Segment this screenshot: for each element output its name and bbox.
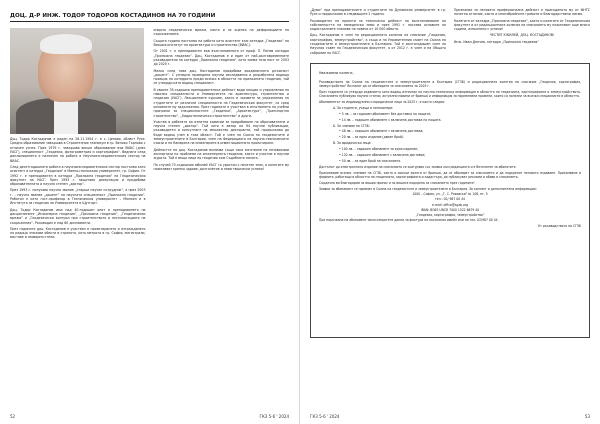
right-page-footer [310,414,590,419]
list-item: • 50 лв. – за един брой на списанието. [339,158,402,163]
paragraph: Приканваме всички членове на СГЗБ, както и всички колеги от бранша, да се абонират за списанието и да подкрепят неговото издаване. Приканваме и фирмите, работещи в областта на геодезията, картографията и кадастъра, да публикуват реклами и обяви в списанието. [319,170,581,179]
paragraph: Доц. Тодор Костадинов е роден на 28.11.1954 г. в с. Ценово, област Русе. Средно образование завършва в Строителния техникум в гр. Велико Търново с отличен успех. През 1979 г. завършва висше образование във ВИАС (днес УАСГ), специалност „Геодезия, фотограметрия и картография“. Веднага след дипломирането е назначен на работа в Научноизследователския сектор на ВИАС. [10,137,146,163]
article-title: ДОЦ. Д-Р ИНЖ. ТОДОР ТОДОРОВ КОСТАДИНОВ НА 70 ГОДИНИ [10,13,216,19]
issue-label: ГКЗ 5-6 ' 2024 [310,414,340,419]
list-item: • 120 лв. – годишен абонамент с включена доставка; [339,152,426,157]
article-columns [10,28,289,242]
congratulation-line: ЧЕСТИТ ЮБИЛЕЙ, ДОЦ. КОСТАДИНОВ! [489,33,555,38]
paragraph: Доц. Костадинов е член на редакционната колегия на списание „Геодезия, картография, земеустройство“, а също и на Управителния съвет на Съюза на геодезистите и земеустроителите в България. Той е дългогодишен член на Научния съвет на Геодезическия факултет, а от 2012 г. е член и на Общото събрание на УАСГ. [310,33,446,55]
paragraph: Сърдечно ви благодарим за вашия принос и за вашата подкрепа за списанието през годините! [319,180,475,185]
list-item: • 100 лв. – годишен абонамент за едно издание; [339,147,418,152]
right-page [300,0,600,424]
continuation-column-2 [454,8,590,57]
paragraph: При поръчване на абонамент моля изпратете данни за фактура на посочения имейл или на тел. 02/987 00 44. [319,217,499,222]
issue-label: ГКЗ 5-6 ' 2024 [259,414,289,419]
paragraph: Същата година постъпва на работа като асистент към катедра „Геодезия“ на Висшия институт по архитектура и строителство (ВИАС). [153,38,289,48]
paragraph: През 1993 г. получава научно звание „старши научен сътрудник“, а през 2003 г. – научно звание „доцент“ по научната специалност „Приложна геодезия“. Работил е като гост-професор в Техническия университет – Мюнхен и в Института за геодезия на Университета в Щутгарт. [10,188,146,206]
notice-signature: От ръководството на СГЗБ [537,223,581,228]
paragraph: След десетгодишната работа в научноизследователския сектор постъпва като асистент в катедра „Геодезия“ в Минно-геоложкия университет, гр. София. От 1992 г. е преподавател в катедра „Приложна геодезия“ на Геодезическия факултет на УАСГ. През 1993 г. защитава дисертация и придобива образователната и научна степен „доктор“. [10,164,146,187]
email-line: e-mail: office@sgzb.org [432,202,468,207]
notice-heading: Уважаеми колеги, [319,70,354,75]
paragraph: Малко след това доц. Костадинов придобива академичната длъжност „доцент“. С успешно проведени научни изследвания и разработена водеща позиция на катедрата преди всичко в областта на приложната геодезия, той се утвърди като водещ специалист. [153,68,289,86]
paragraph: „Думи“ при преподавателите и студентите на Дунавския университет в гр. Русе и продължава в следващите 2 години. [310,8,446,17]
page-number: 53 [584,414,590,419]
paragraph: Признание за неговата професионална дейност е присъденото му от ФНТС почетно отличие, както и многобройните грамоти и благодарствени писма. [454,8,590,17]
iban-line: IBAN: BG63 UNCR 7000 1522 6679 40 [420,207,480,212]
article-continuation [310,8,590,57]
paragraph: През годините доц. Костадинов е участвал в проектирането и изграждането на редица значими обекти в страната, като метрото в гр. София, магистрали, мостове и язовирни стени. [10,226,146,240]
list-item: • 20 лв. – за едно издание (двоен брой). [339,135,405,140]
paragraph: Доц. Тодор Костадинов има над 40-годишен опит в преподаването на дисциплините „Инженерна геодезия“, „Приложна геодезия“, „Геодезически мрежи“ и „Геодезически контрол при строителството и експлоатацията на съоръжения“. Ръководил е над 60 дипломанти. [10,207,146,225]
continuation-column-1 [310,8,446,57]
address-line: 1000 – София, ул. „Г. С. Раковски“ № 108, ет. 5 [412,192,488,197]
title-rule [10,21,289,22]
portrait-photo [10,28,144,134]
paragraph: Абонаментът за индивидуални и юридически лица за 2025 г. е както следва: [319,99,445,104]
list-item: • 14 лв. – годишен абонамент с включена доставка по пощата. [339,117,442,122]
author-signature: Инж. Иван Денчев, катедра „Приложна геодезия“ [454,39,539,44]
section-title: Б. За членове на СГЗБ: [333,123,370,128]
paragraph: опорни геодезически мрежи, както и за оценка на деформациите на съоръженията. [153,28,289,37]
subscription-notice-box [310,63,590,338]
paragraph: Дейността на доц. Костадинов включва също така изготвяне на независими експертизи по проблеми на инженерната геодезия, както и участие в научни журита. Той е вещо лице по геодезия към Съдебната палата. [153,147,289,161]
list-item: • 5 лв. – за годишен абонамент без доставка по пощата; [339,111,432,116]
section-title: А. За студенти, учащи и пенсионери: [333,105,394,110]
phone-line: тел.: 02/ 987 00 44 [435,197,465,202]
left-page-footer [10,414,289,419]
list-item: • 48 лв. – годишен абонамент с включена доставка; [339,129,424,134]
paragraph: От 2001 г. е преподавател във възстановената от проф. П. Пенев катедра „Приложна геодезия“. Доц. Костадинов е и един от най-дълговременните ръководители на катедра „Приложна геодезия“, като заема този пост от 2003 до 2020 г. [153,49,289,67]
article-column-2 [154,28,290,242]
article-column-1 [10,28,146,242]
paragraph: Заявки за абонамент се приемат в Съюза на геодезистите и земеустроителите в България. За контакт и допълнителна информация: [319,186,537,191]
section-title: В. За юридически лица: [333,141,372,146]
page-number: 52 [10,414,16,419]
journal-name-line: „Геодезия, картография, земеустройство“ [415,212,485,217]
paragraph: Колегите от катедра „Приложна геодезия“, както и колегите от Геодезическия факултет и от редакционната колегия на списанието му пожелават още много години, изпълнени с успехи! [454,18,590,32]
paragraph: Ръководител на проекти за техническа дейност по възстановяване на собствеността на земеделски земи и през 1991 г. поставя основите на кадастралните планове на повече от 10 000 обекта. [310,18,446,32]
paragraph: През годините се утвърди изданието като водещ източник на научно-техническа информация в областта на геодезията, картографията и земеустройството. Списанието публикува научни статии, актуални новини от бранша и информация за нормативни промени, които са полезни за всички специалисти в областта. [319,89,581,99]
paragraph: Участва в работата на изпитни комисии за придобиване на образователна и научна степен „доктор“. Тъй като е автор на 94 научни публикации, ръководител и консултант на множество докторанти, той продължава да бъде водещ учен в тази област. Той е член на Съюза на геодезистите и земеустроителите в България, член на Федерацията на научно-техническите съюзи и на Камарата на инженерите в инвестиционното проектиране. [153,119,289,146]
paragraph: Ръководството на Съюза на геодезистите и земеустроителите в България (СГЗБ) и редакционната колегия на списание „Геодезия, картография, земеустройство“ Ви канят да се абонирате за списанието за 2025 г. [319,79,581,89]
paragraph: По случай 70-годишния юбилей УАСГ го удостои с почетен знак, а колегите му пожелават крепко здраве, дълголетие и нови творчески успехи! [153,162,289,171]
paragraph: В своите 35-годишна преподавателска дейност води лекции и упражнения на няколко специалности в Университета по архитектура, строителство и геодезия (УАСГ). Лекционните курсове, както и часовете за упражнения на студентите от различни специалности на Геодезическия факултет, са сред основните му задължения. През годините е участвал в изготвянето на учебни програми за специалностите „Геодезия“, „Архитектура“, „Транспортно строителство“, „Хидротехническо строителство“ и други. [153,87,289,118]
paragraph: Достъпът до електронното издание на списанието се осигурява със заявка към редакцията и е безплатен за абонатите. [319,164,517,169]
